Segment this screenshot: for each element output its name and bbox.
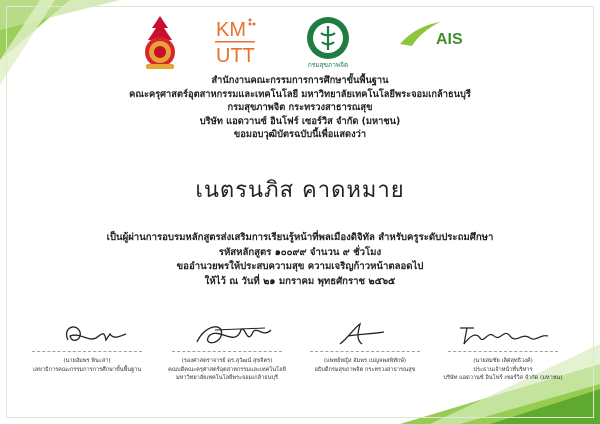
signature-line-2 [172, 351, 282, 352]
course-code-line: รหัสหลักสูตร ๑๐๐๙๙ จำนวน ๙ ชั่วโมง [218, 246, 382, 258]
date-line: ให้ไว้ ณ วันที่ ๒๑ มกราคม พุทธศักราช ๒๕๖๕ [204, 275, 396, 287]
presentation-line: ขอมอบวุฒิบัตรฉบับนี้เพื่อแสดงว่า [233, 129, 367, 141]
mental-health-dept-caption: กรมสุขภาพจิต [307, 61, 349, 69]
certificate-body [0, 231, 600, 289]
issuer-block [0, 74, 600, 142]
course-line: เป็นผู้ผ่านการอบรมหลักสูตรส่งเสริมการเรียนรู้หน้าที่พลเมืองดิจิทัล สำหรับครูระดับประถมศึกษา [106, 232, 494, 243]
signature-3 [300, 318, 430, 352]
ais-logo [398, 14, 482, 54]
issuer-line-2: คณะครุศาสตร์อุตสาหกรรมและเทคโนโลยี มหาวิทยาลัยเทคโนโลยีพระจอมเกล้าธนบุรี [129, 88, 471, 100]
signatory-1-title: เลขาธิการคณะกรรมการการศึกษาขั้นพื้นฐาน [32, 366, 142, 373]
signatory-1-name: (นายอัมพร พินะสา) [63, 358, 111, 364]
signatory-3 [290, 357, 440, 374]
mental-health-dept-logo [300, 14, 356, 70]
kmutt-logo-top-text: KM [216, 19, 246, 41]
signature-line-3 [310, 351, 420, 352]
signature-4 [440, 318, 570, 352]
logo-row [0, 14, 600, 70]
recipient-name: เนตรนภิส คาดหมาย [195, 178, 405, 203]
signatory-4 [428, 357, 578, 383]
signatory-4-name: (นายสมชัย เลิศสุทธิวงค์) [473, 358, 533, 364]
ais-logo-text: AIS [436, 31, 463, 48]
signatory-2-title: คณบดีคณะครุศาสตร์อุตสาหกรรมและเทคโนโลยี มหาวิทยาลัยเทคโนโลยีพระจอมเกล้าธนบุรี [168, 366, 286, 382]
kmutt-logo-bottom-text: UTT [216, 45, 255, 67]
signature-1 [40, 318, 170, 352]
issuer-line-1: สำนักงานคณะกรรมการการศึกษาขั้นพื้นฐาน [211, 75, 389, 86]
blessing-line: ขออำนวยพรให้ประสบความสุข ความเจริญก้าวหน้าตลอดไป [176, 261, 424, 273]
signatory-2 [152, 357, 302, 383]
kmutt-logo [212, 14, 260, 70]
obec-seal-logo [138, 14, 182, 70]
signatory-3-title: อธิบดีกรมสุขภาพจิต กระทรวงสาธารณสุข [314, 366, 416, 373]
signatory-3-name: (แพทย์หญิง อัมพร เบญจพลพิทักษ์) [323, 358, 407, 364]
issuer-line-3: กรมสุขภาพจิต กระทรวงสาธารณสุข [227, 102, 373, 114]
signature-line-4 [448, 351, 558, 352]
signatory-4-title: ประธานเจ้าหน้าที่บริหาร บริษัท แอดวานซ์ อินโฟร์ เซอร์วิส จำกัด (มหาชน) [443, 366, 563, 382]
signature-2 [175, 318, 305, 352]
signatory-1 [12, 357, 162, 374]
signatory-2-name: (รองศาสตราจารย์ ดร.สุวัฒน์ สุขจิตร) [181, 358, 273, 364]
signature-line-1 [32, 351, 142, 352]
issuer-line-4: บริษัท แอดวานซ์ อินโฟร์ เซอร์วิส จำกัด (มหาชน) [199, 115, 401, 127]
